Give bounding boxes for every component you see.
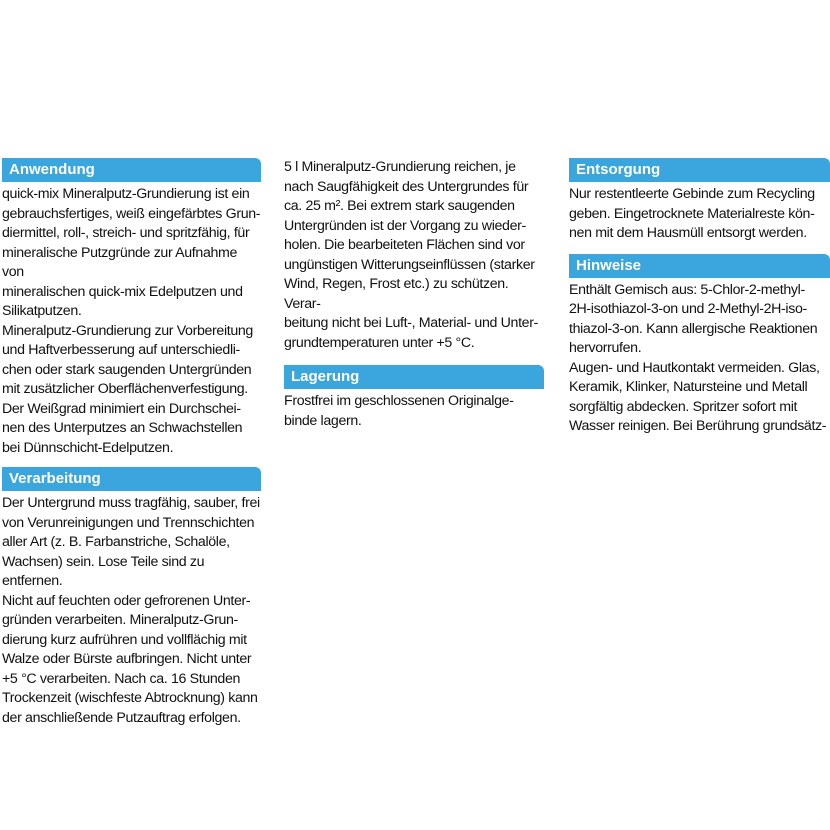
section-heading-anwendung: Anwendung (2, 158, 261, 182)
column-middle (284, 158, 544, 431)
section-heading-lagerung: Lagerung (284, 365, 544, 389)
column-left (2, 158, 261, 728)
section-text-entsorgung: Nur restentleerte Gebinde zum Recycling geben. Eingetrocknete Materialreste kön- nen mit dem Hausmüll entsorgt werden. (569, 186, 815, 241)
section-heading-hinweise: Hinweise (569, 254, 830, 278)
section-heading-entsorgung: Entsorgung (569, 158, 830, 182)
section-text-lagerung: Frostfrei im geschlossenen Originalge- binde lagern. (284, 393, 514, 429)
section-heading-verarbeitung: Verarbeitung (2, 467, 261, 491)
section-text-verarbeitung-continued: 5 l Mineralputz-Grundierung reichen, je nach Saugfähigkeit des Untergrundes für ca. 25 m². Bei extrem stark saugenden Untergründen ist der Vorgang zu wieder- holen. Die bearbeiteten Flächen sind vor ungünstigen Witterungseinflüssen (starker Wind, Regen, Frost etc.) zu schützen. Verar- beitung nicht bei Luft-, Material- und Unter- grundtemperaturen unter +5 °C. (284, 159, 538, 351)
section-text-hinweise: Enthält Gemisch aus: 5-Chlor-2-methyl- 2H-isothiazol-3-on und 2-Methyl-2H-iso- thiazol-3-on. Kann allergische Reaktionen hervorrufen. Augen- und Hautkontakt vermeiden. Glas, Keramik, Klinker, Natursteine und Metall sorgfältig abdecken. Spritzer sofort mit Wasser reinigen. Bei Berührung grundsätz- (569, 281, 827, 434)
section-text-verarbeitung: Der Untergrund muss tragfähig, sauber, frei von Verunreinigungen und Trennschichten aller Art (z. B. Farbanstriche, Schalöle, Wachsen) sein. Lose Teile sind zu entfernen. Nicht auf feuchten oder gefrorenen Unter- gründen verarbeiten. Mineralputz-Grun- dierung kurz aufrühren und vollflächig mit Walze oder Bürste aufbringen. Nicht unter +5 °C verarbeiten. Nach ca. 16 Stunden Trockenzeit (wischfeste Abtrocknung) kann der anschließende Putzauftrag erfolgen. (2, 495, 260, 726)
column-right (569, 158, 830, 437)
section-text-anwendung: quick-mix Mineralputz-Grundierung ist ein gebrauchsfertiges, weiß eingefärbtes Grun- diermittel, roll-, streich- und spritzfähig, für mineralische Putzgründe zur Aufnahme von mineralischen quick-mix Edelputzen und Silikatputzen. Mineralputz-Grundierung zur Vorbereitung und Haftverbesserung auf unterschiedli- chen oder stark saugenden Untergründen mit zusätzlicher Oberflächenverfestigung. Der Weißgrad minimiert ein Durchschei- nen des Unterputzes an Schwachstellen bei Dünnschicht-Edelputzen. (2, 186, 261, 456)
